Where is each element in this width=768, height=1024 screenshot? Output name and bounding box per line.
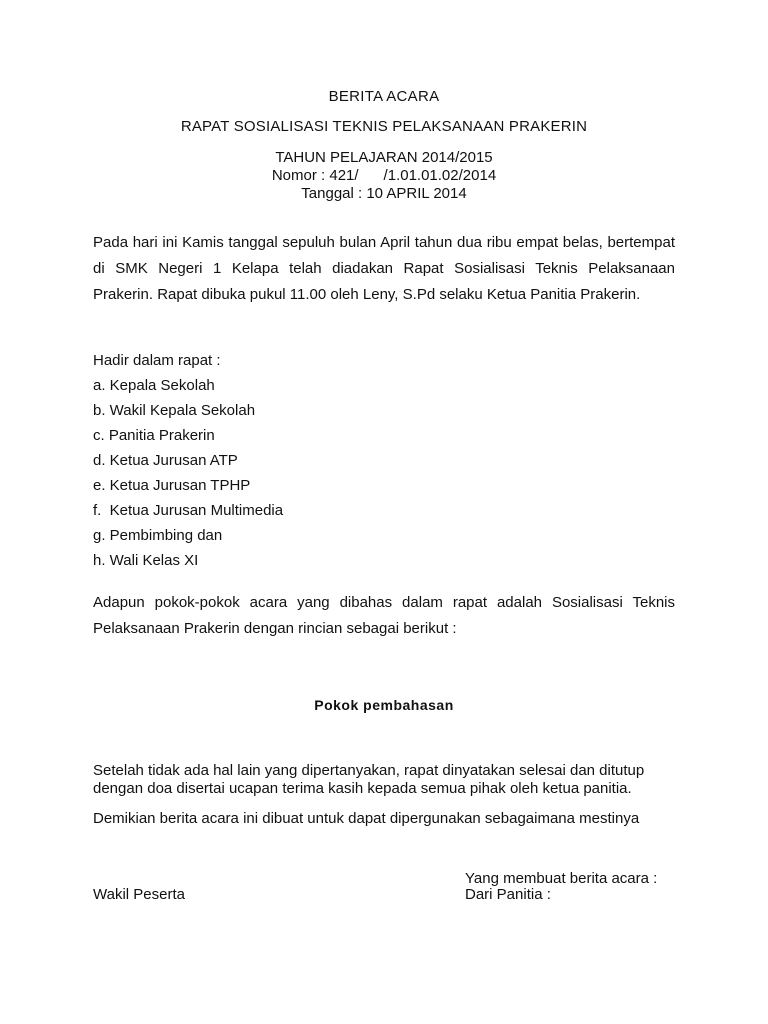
attendee-item: a. Kepala Sekolah xyxy=(93,377,215,394)
attendee-item: c. Panitia Prakerin xyxy=(93,427,215,444)
statement-line: Demikian berita acara ini dibuat untuk dapat dipergunakan sebagaimana mestinya xyxy=(93,810,640,827)
document-title: BERITA ACARA xyxy=(328,88,440,105)
document-subtitle: RAPAT SOSIALISASI TEKNIS PELAKSANAAN PRAKERIN xyxy=(180,118,588,135)
participant-representative-label: Wakil Peserta xyxy=(93,886,185,903)
maker-label: Yang membuat berita acara : xyxy=(465,870,658,887)
document-date: Tanggal : 10 APRIL 2014 xyxy=(301,185,467,202)
section-heading: Pokok pembahasan xyxy=(314,697,454,713)
attendee-list xyxy=(93,348,283,573)
attendee-item: h. Wali Kelas XI xyxy=(93,552,199,569)
committee-label: Dari Panitia : xyxy=(465,886,551,903)
opening-paragraph: Pada hari ini Kamis tanggal sepuluh bulan April tahun dua ribu empat belas, bertempat di SMK Negeri 1 Kelapa telah diadakan Rapat Sosialisasi Teknis Pelaksanaan Prakerin. Rapat dibuka pukul 11.00 oleh Leny, S.Pd selaku Ketua Panitia Prakerin. xyxy=(93,234,675,303)
agenda-intro-paragraph: Adapun pokok-pokok acara yang dibahas dalam rapat adalah Sosialisasi Teknis Pelaksanaan Prakerin dengan rincian sebagai berikut : xyxy=(93,594,675,637)
attendee-item: d. Ketua Jurusan ATP xyxy=(93,452,238,469)
attendee-item: f. Ketua Jurusan Multimedia xyxy=(93,502,284,519)
document-number: Nomor : 421/ /1.01.01.02/2014 xyxy=(271,167,497,184)
closing-paragraph: Setelah tidak ada hal lain yang dipertanyakan, rapat dinyatakan selesai dan ditutup dengan doa disertai ucapan terima kasih kepada semua pihak oleh ketua panitia. xyxy=(93,762,645,797)
attendee-item: e. Ketua Jurusan TPHP xyxy=(93,477,251,494)
attendees-label: Hadir dalam rapat : xyxy=(93,352,221,369)
attendee-item: b. Wakil Kepala Sekolah xyxy=(93,402,256,419)
academic-year: TAHUN PELAJARAN 2014/2015 xyxy=(275,149,493,166)
attendee-item: g. Pembimbing dan xyxy=(93,527,223,544)
